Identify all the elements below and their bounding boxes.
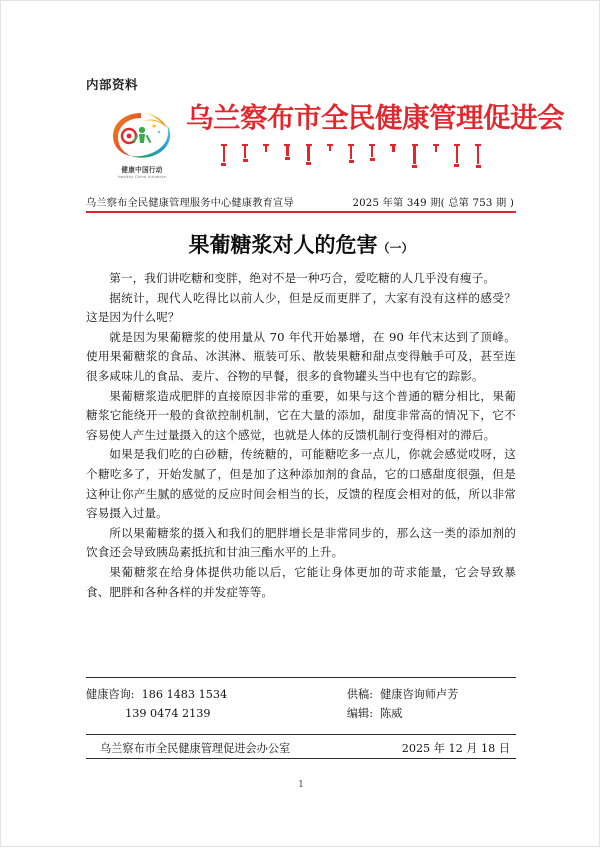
issue-number-label: 2025 年第 349 期( 总第 753 期 ) [352,198,514,209]
health-consult-label: 健康咨询: [86,688,135,701]
issuing-center-label: 乌兰察布全民健康管理服务中心健康教育宣导 [86,198,294,209]
health-consult-phone-2: 139 0474 2139 [125,707,211,720]
article-paragraph: 第一，我们讲吃糖和变胖，绝对不是一种巧合，爱吃糖的人几乎没有瘦子。 [109,271,496,285]
healthy-china-logo [104,109,180,185]
footer-issuer-row [86,740,516,756]
footer-middle-rule [86,734,516,735]
contributor-name: 健康咨询师卢芳 [380,688,459,701]
contributor-label: 供稿: [346,688,373,701]
red-divider-rule [86,211,516,213]
contact-row [86,685,516,704]
footer-bottom-rule [86,758,516,759]
health-consult-phone-1: 186 1483 1534 [141,688,228,701]
editor-name: 陈威 [380,707,403,720]
page-title [86,229,516,259]
footer-contact-block [86,685,516,723]
article-paragraph: 据统计，现代人吃得比以前人少，但是反而更胖了，大家有没有这样的感受？这是因为什么呢？ [86,290,516,325]
issue-info-row [86,194,516,209]
article-paragraph: 果葡糖浆在给身体提供功能以后，它能让身体更加的苛求能量，它会导致暴食、肥胖和各种各样的并发症等等。 [86,564,516,599]
masthead [86,101,564,193]
issuer-office-name: 乌兰察布市全民健康管理促进会办公室 [100,742,291,755]
article-body [86,269,516,602]
editor-line [335,704,516,723]
contact-row [86,704,516,723]
article-paragraph: 所以果葡糖浆的摄入和我们的肥胖增长是非常同步的，那么这一类的添加剂的饮食还会导致胰岛素抵抗和甘油三酯水平的上升。 [86,525,516,560]
internal-material-label: 内部资料 [86,77,139,92]
article-paragraph: 果葡糖浆造成肥胖的直接原因非常的重要，如果与这个普通的糖分相比，果葡糖浆它能绕开一般的食欲控制机制，它在大量的添加，甜度非常高的情况下，它不容易使人产生过量摄入的这个感觉，也就是人体的反馈机制行变得相对的滞后。 [86,388,516,442]
page-title-main: 果葡糖浆对人的危害 [188,232,378,257]
article-paragraph: 如果是我们吃的白砂糖，传统糖的，可能糖吃多一点儿，你就会感觉哎呀，这个糖吃多了，开始发腻了，但是加了这种添加剂的食品，它的口感甜度很强，但是这种让你产生腻的感觉的反应时间会相当的长，反馈的程度会相对的低，所以非常容易摄入过量。 [86,447,516,521]
health-consult-line [86,685,335,704]
article-paragraph: 就是因为果葡糖浆的使用量从 70 年代开始暴增，在 90 年代末达到了顶峰。使用果葡糖浆的食品、冰淇淋、瓶装可乐、散装果糖和甜点变得触手可及，甚至连很多咸味儿的食品、麦片、谷物的早餐，很多的食物罐头当中也有它的踪影。 [86,329,516,383]
footer-top-rule [86,677,516,678]
mongolian-script-glyphs [215,143,487,168]
page-title-part-number: （一） [377,241,414,255]
document-sheet [86,1,564,848]
organization-title: 乌兰察布市全民健康管理促进会 [186,102,564,134]
health-consult-phone-2-line [86,704,335,723]
page-number: 1 [297,779,305,790]
contributor-line [335,685,516,704]
logo-caption-en: Healthy China Initiative [117,174,167,179]
organization-title-mongolian [186,143,516,168]
editor-label: 编辑: [346,707,373,720]
logo-emblem-icon [107,109,177,163]
logo-caption-cn: 健康中国行动 [121,166,163,174]
issue-date: 2025 年 12 月 18 日 [401,742,510,755]
